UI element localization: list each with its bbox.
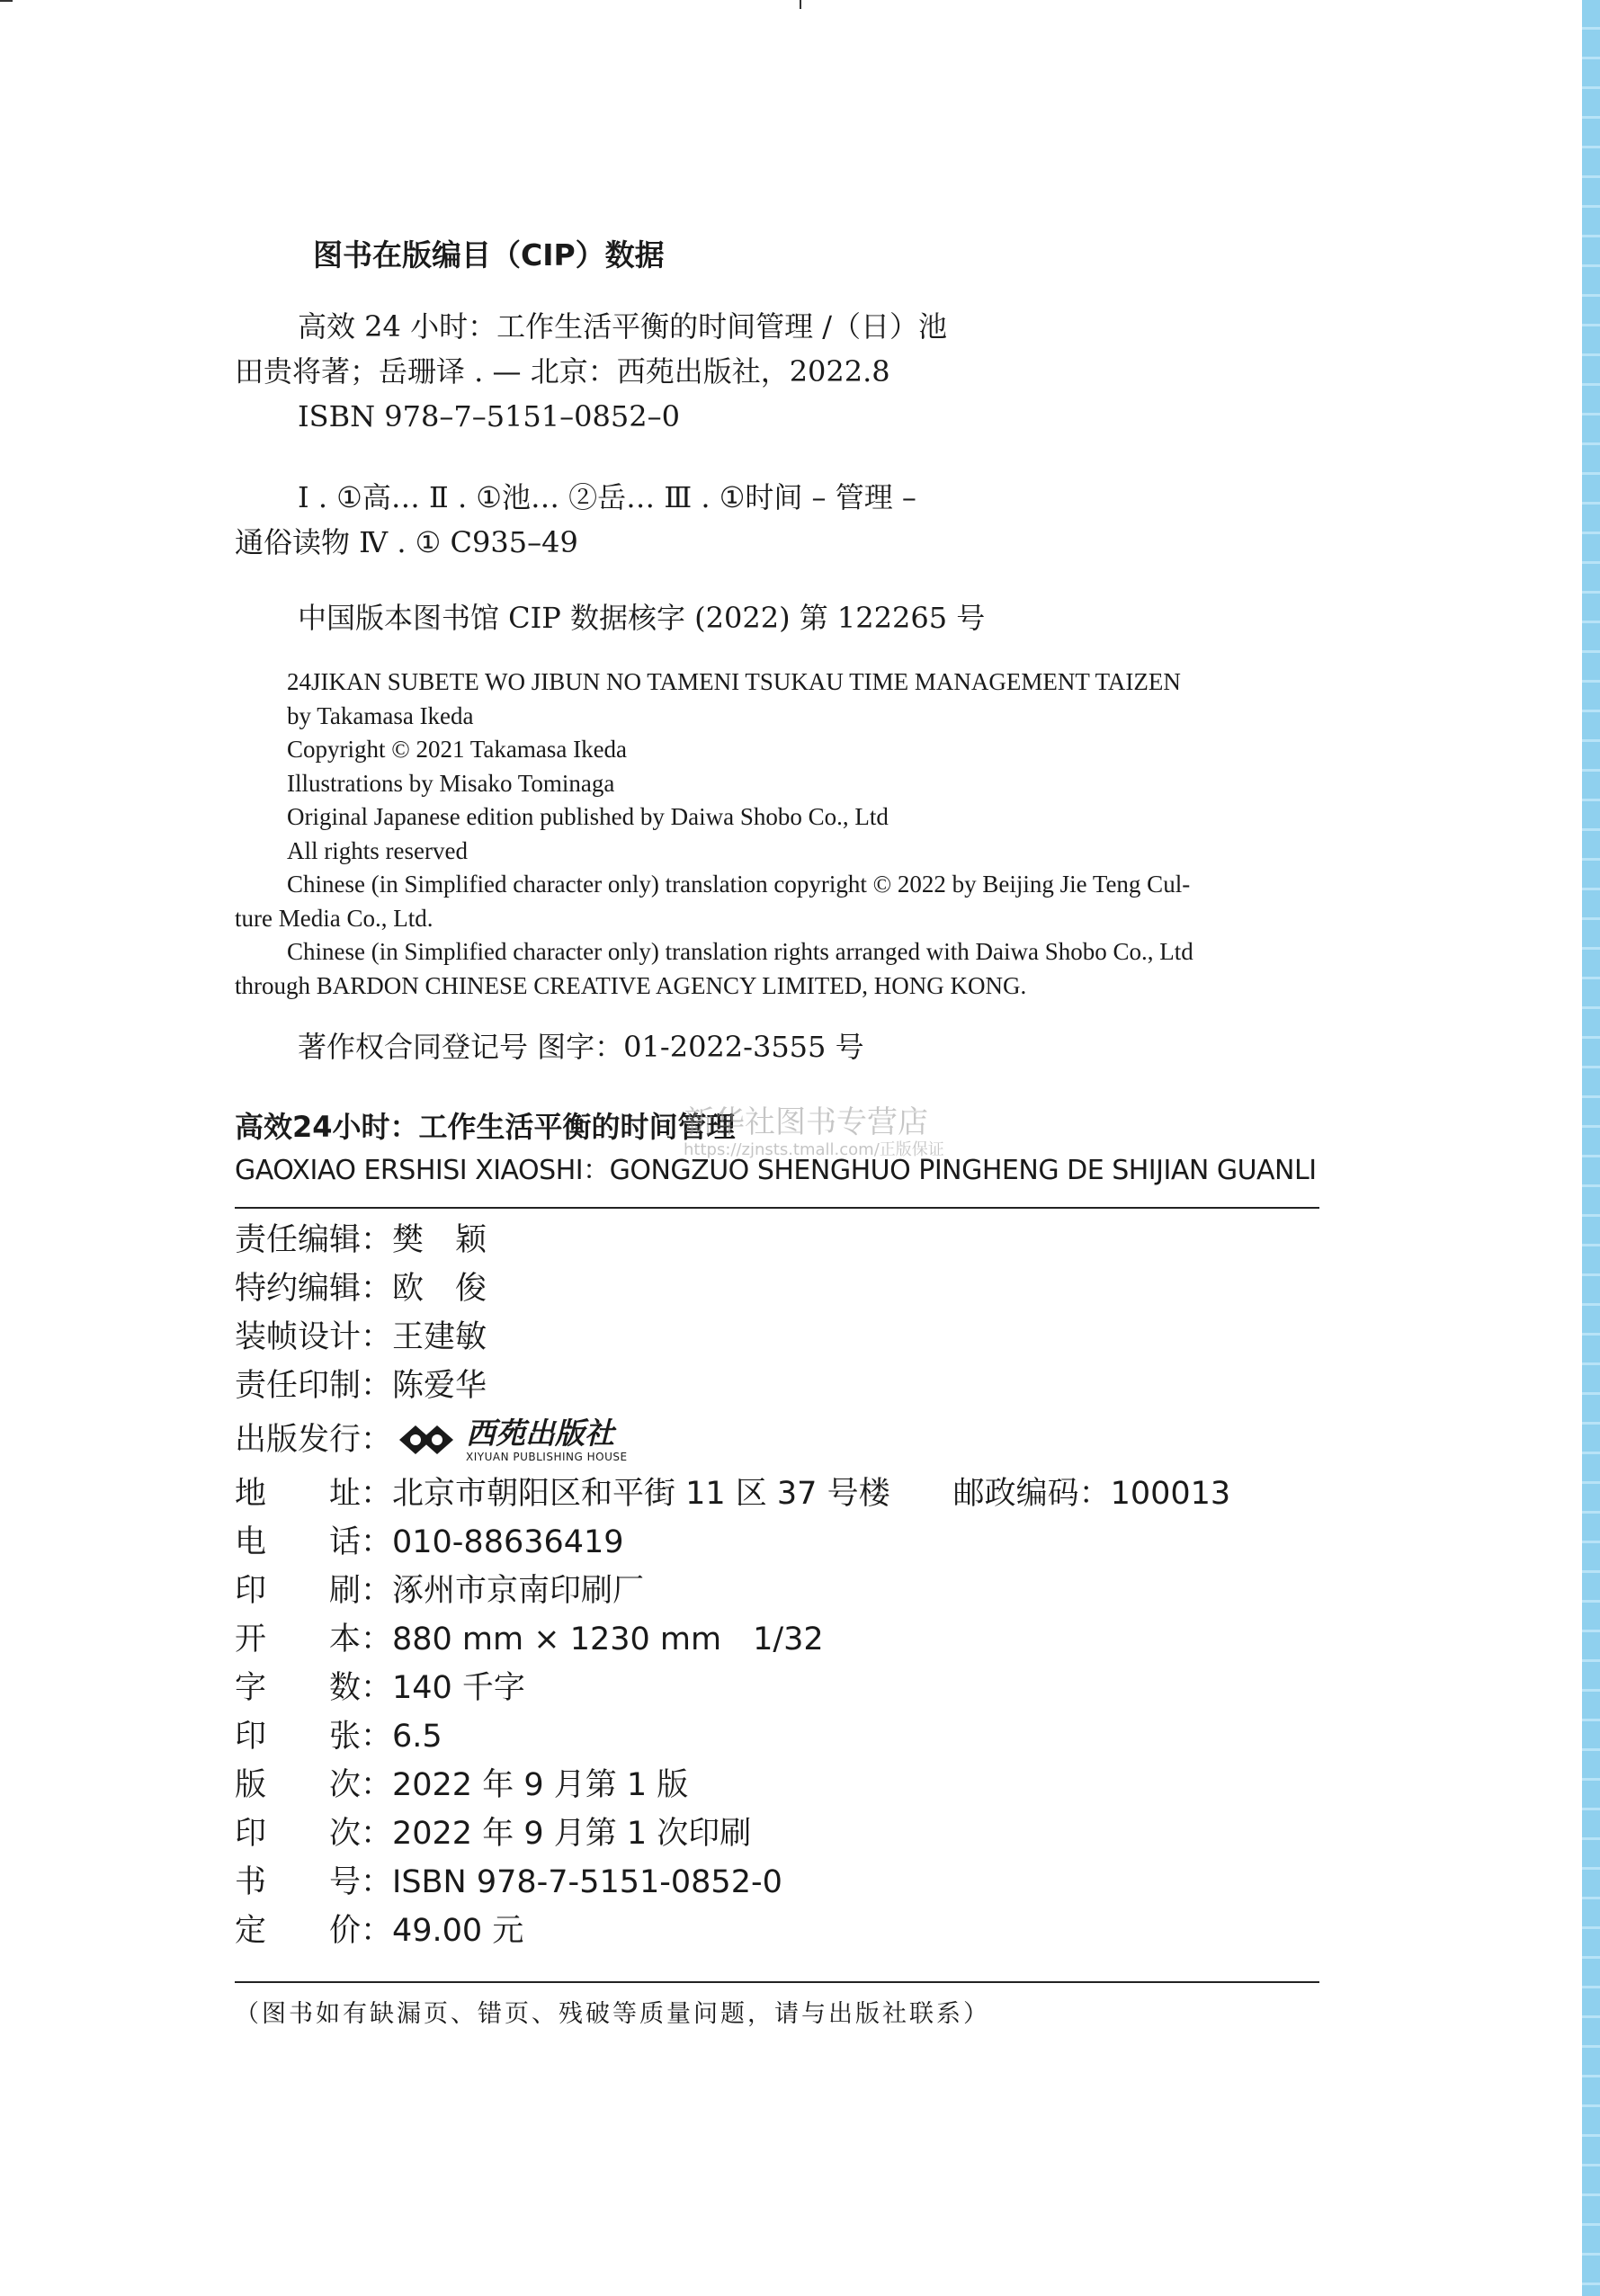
english-line: through BARDON CHINESE CREATIVE AGENCY LIMITED, HONG KONG. xyxy=(235,971,1027,999)
info-label-a: 书 xyxy=(235,1864,267,1900)
english-line: Chinese (in Simplified character only) translation copyright © 2022 by Beijing Jie Teng Cul- xyxy=(287,871,1191,898)
info-row-printer xyxy=(235,1567,1323,1615)
info-value: 010-88636419 xyxy=(392,1524,624,1560)
info-label-b: 次： xyxy=(328,1816,392,1852)
info-label-b: 号： xyxy=(328,1864,392,1900)
publisher-logo-en: XIYUAN PUBLISHING HOUSE xyxy=(466,1450,628,1463)
info-row-impression xyxy=(235,1809,1323,1858)
publication-info xyxy=(235,1216,1323,1955)
info-label: 特约编辑： xyxy=(235,1271,393,1307)
info-label xyxy=(235,1712,392,1761)
crop-mark-top-center xyxy=(800,0,801,9)
english-line: Chinese (in Simplified character only) translation rights arranged with Daiwa Shobo Co., Ltd xyxy=(287,938,1193,965)
divider-bottom xyxy=(235,1981,1319,1983)
info-row-publisher xyxy=(235,1410,1323,1470)
info-value: 北京市朝阳区和平街 11 区 37 号楼 xyxy=(392,1476,890,1512)
info-value: 140 千字 xyxy=(392,1670,525,1706)
info-row-isbn xyxy=(235,1858,1323,1907)
cip-classification xyxy=(235,475,1323,565)
info-label-a: 地 xyxy=(235,1476,267,1512)
english-line: ture Media Co., Ltd. xyxy=(235,904,434,932)
english-line: by Takamasa Ikeda xyxy=(287,701,474,729)
cip-entry-line1: 高效 24 小时：工作生活平衡的时间管理 /（日）池 xyxy=(298,309,948,344)
crop-mark-top-left xyxy=(0,0,13,2)
info-row-format xyxy=(235,1615,1323,1664)
info-label-a: 字 xyxy=(235,1670,267,1706)
info-row-price xyxy=(235,1907,1323,1955)
info-row-phone xyxy=(235,1518,1323,1567)
english-line: Illustrations by Misako Tominaga xyxy=(287,769,615,797)
info-row-design xyxy=(235,1313,1323,1362)
info-value: 2022 年 9 月第 1 版 xyxy=(392,1767,689,1803)
info-row-sheets xyxy=(235,1712,1323,1761)
publisher-logo-text xyxy=(466,1415,628,1463)
info-label-b: 数： xyxy=(328,1670,392,1706)
info-label-b: 次： xyxy=(328,1767,392,1803)
info-label xyxy=(235,1615,392,1664)
info-label: 装帧设计： xyxy=(235,1319,393,1355)
english-line: 24JIKAN SUBETE WO JIBUN NO TAMENI TSUKAU TIME MANAGEMENT TAIZEN xyxy=(287,668,1181,695)
cip-isbn: ISBN 978–7–5151–0852–0 xyxy=(298,399,680,433)
info-label xyxy=(235,1567,392,1615)
english-line: Copyright © 2021 Takamasa Ikeda xyxy=(287,736,628,763)
info-label xyxy=(235,1907,392,1955)
info-label xyxy=(235,1761,392,1809)
info-label xyxy=(235,1470,392,1518)
info-label-b: 价： xyxy=(328,1913,392,1949)
postcode-label: 邮政编码： xyxy=(952,1476,1111,1512)
cip-entry-line2: 田贵将著；岳珊译 . — 北京：西苑出版社，2022.8 xyxy=(235,354,890,389)
cip-approval-text: 中国版本图书馆 CIP 数据核字 (2022) 第 122265 号 xyxy=(298,601,986,635)
watermark-line2: https://zjnsts.tmall.com/正版保证 xyxy=(684,1140,944,1159)
info-label xyxy=(235,1518,392,1567)
info-value: 880 mm × 1230 mm 1/32 xyxy=(392,1621,824,1657)
cip-title: 图书在版编目（CIP）数据 xyxy=(313,237,665,272)
info-label-a: 印 xyxy=(235,1573,267,1609)
info-label xyxy=(235,1858,392,1907)
info-label: 责任编辑： xyxy=(235,1222,393,1258)
info-value: ISBN 978-7-5151-0852-0 xyxy=(392,1864,782,1900)
quality-notice: （图书如有缺漏页、错页、残破等质量问题，请与出版社联系） xyxy=(235,2000,990,2028)
english-rights-block xyxy=(235,666,1323,1003)
info-value: 陈爱华 xyxy=(392,1368,487,1404)
info-label: 责任印制： xyxy=(235,1368,393,1404)
watermark-line1: 新华社图书专营店 xyxy=(684,1104,928,1140)
publisher-emblem-icon xyxy=(396,1420,457,1460)
book-title-chinese: 高效24小时：工作生活平衡的时间管理 xyxy=(235,1110,736,1144)
info-value: 王建敏 xyxy=(392,1319,487,1355)
info-row-address xyxy=(235,1470,1323,1518)
info-value: 49.00 元 xyxy=(392,1913,524,1949)
info-value: 涿州市京南印刷厂 xyxy=(392,1573,645,1609)
book-title-pinyin: GAOXIAO ERSHISI XIAOSHI：GONGZUO SHENGHUO PINGHENG DE SHIJIAN GUANLI xyxy=(235,1155,1317,1186)
info-value: 樊 颖 xyxy=(392,1222,487,1258)
english-line: All rights reserved xyxy=(287,836,468,864)
info-label xyxy=(235,1809,392,1858)
english-line: Original Japanese edition published by Daiwa Shobo Co., Ltd xyxy=(287,803,889,830)
info-label-b: 刷： xyxy=(328,1573,392,1609)
info-row-editor xyxy=(235,1216,1323,1264)
publisher-logo-cn: 西苑出版社 xyxy=(466,1415,614,1451)
info-label-a: 开 xyxy=(235,1621,267,1657)
postcode-value: 100013 xyxy=(1110,1476,1231,1512)
info-label xyxy=(235,1664,392,1712)
cip-approval xyxy=(235,595,1323,640)
copyright-registration: 著作权合同登记号 图字：01-2022-3555 号 xyxy=(298,1030,864,1064)
info-label-b: 张： xyxy=(328,1719,392,1755)
info-row-print-editor xyxy=(235,1362,1323,1410)
store-watermark xyxy=(684,1104,944,1160)
info-label: 出版发行： xyxy=(235,1422,393,1458)
publisher-logo xyxy=(396,1415,628,1463)
page-edge-strip xyxy=(1582,0,1600,2296)
info-label-a: 印 xyxy=(235,1719,267,1755)
info-value: 6.5 xyxy=(392,1719,442,1755)
info-row-special-editor xyxy=(235,1264,1323,1313)
info-label-a: 印 xyxy=(235,1816,267,1852)
info-value: 欧 俊 xyxy=(392,1271,487,1307)
info-label-a: 定 xyxy=(235,1913,267,1949)
cip-class-line1: Ⅰ . ①高… Ⅱ . ①池… ②岳… Ⅲ . ①时间 – 管理 – xyxy=(298,480,916,514)
info-label-b: 话： xyxy=(328,1524,392,1560)
info-value: 2022 年 9 月第 1 次印刷 xyxy=(392,1816,752,1852)
divider-top xyxy=(235,1207,1319,1209)
info-label-b: 本： xyxy=(328,1621,392,1657)
cip-class-line2: 通俗读物 Ⅳ . ① C935–49 xyxy=(235,525,578,559)
info-row-words xyxy=(235,1664,1323,1712)
info-label-a: 版 xyxy=(235,1767,267,1803)
info-label-b: 址： xyxy=(328,1476,392,1512)
cip-entry xyxy=(235,304,1323,439)
info-row-edition xyxy=(235,1761,1323,1809)
info-label-a: 电 xyxy=(235,1524,267,1560)
